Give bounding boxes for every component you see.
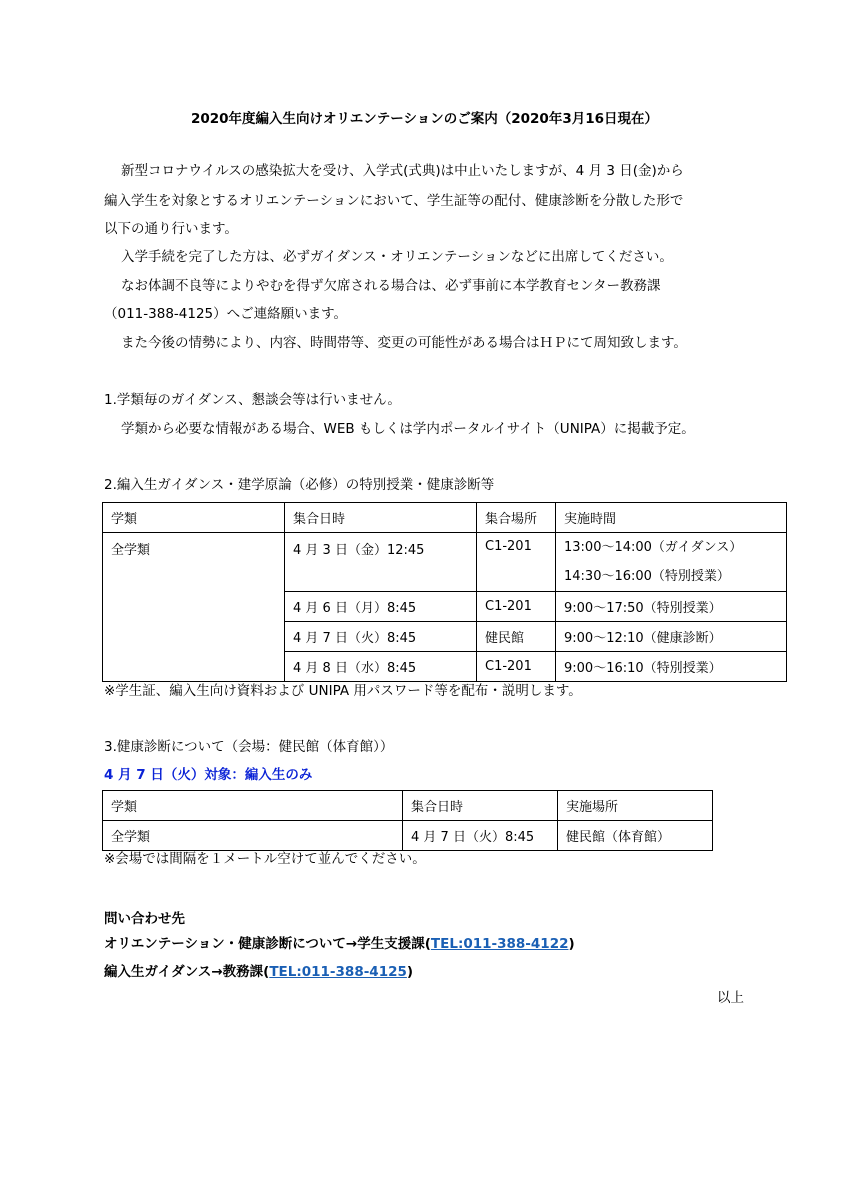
section3-subheading: 4 月 7 日（火）対象：編入生のみ (104, 767, 313, 783)
contact-line1-close: ) (568, 936, 575, 952)
table-header-row (103, 503, 787, 533)
datetime-cell: 4 月 7 日（火）8:45 (403, 821, 558, 851)
datetime-cell: 4 月 7 日（火）8:45 (285, 622, 477, 652)
academic-affairs-phone-link[interactable]: TEL:011-388-4125 (269, 964, 407, 980)
contact-heading: 問い合わせ先 (104, 911, 185, 927)
group-cell: 全学類 (103, 821, 403, 851)
contact-line2-close: ) (406, 964, 414, 980)
header-cell: 学類 (103, 503, 285, 533)
section1-heading: 1.学類毎のガイダンス、懇談会等は行いません。 (104, 392, 401, 408)
table-row (103, 533, 787, 592)
place-cell: C1-201 (477, 652, 556, 682)
place-cell: 健民館（体育館） (558, 821, 713, 851)
intro-line-5: なお体調不良等によりやむを得ず欠席される場合は、必ず事前に本学教育センター教務課 (121, 278, 661, 294)
contact-line-orientation (104, 936, 575, 952)
table-header-row (103, 791, 713, 821)
datetime-cell: 4 月 8 日（水）8:45 (285, 652, 477, 682)
datetime-cell: 4 月 3 日（金）12:45 (285, 533, 477, 592)
place-cell: C1-201 (477, 592, 556, 622)
contact-line2-text: 編入生ガイダンス→教務課( (104, 964, 270, 980)
header-cell: 集合日時 (285, 503, 477, 533)
header-cell: 学類 (103, 791, 403, 821)
page-title: 2020年度編入生向けオリエンテーションのご案内（2020年3月16日現在） (190, 111, 658, 127)
time-cell: 9:00～16:10（特別授業） (556, 652, 787, 682)
header-cell: 集合場所 (477, 503, 556, 533)
datetime-cell: 4 月 6 日（月）8:45 (285, 592, 477, 622)
place-cell: 健民館 (477, 622, 556, 652)
section1-body: 学類から必要な情報がある場合、WEB もしくは学内ポータルイサイト（UNIPA）に掲載予定。 (121, 421, 695, 437)
intro-line-4: 入学手続を完了した方は、必ずガイダンス・オリエンテーションなどに出席してください。 (121, 249, 673, 265)
section2-heading: 2.編入生ガイダンス・建学原論（必修）の特別授業・健康診断等 (104, 477, 495, 493)
header-cell: 集合日時 (403, 791, 558, 821)
header-cell: 実施時間 (556, 503, 787, 533)
section2-note: ※学生証、編入生向け資料および UNIPA 用パスワード等を配布・説明します。 (104, 683, 582, 699)
time-cell: 9:00～17:50（特別授業） (556, 592, 787, 622)
health-check-table (102, 790, 713, 851)
group-cell: 全学類 (103, 533, 285, 682)
contact-line-guidance (104, 964, 413, 980)
contact-line1-text: オリエンテーション・健康診断について→学生支援課( (104, 936, 431, 952)
time-cell (556, 533, 787, 592)
student-support-phone-link[interactable]: TEL:011-388-4122 (430, 936, 569, 952)
intro-line-3: 以下の通り行います。 (104, 221, 238, 237)
table-row (103, 821, 713, 851)
intro-line-1: 新型コロナウイルスの感染拡大を受け、入学式(式典)は中止いたしますが、4 月 3 日(金)から (121, 163, 684, 179)
schedule-table (102, 502, 787, 682)
section3-note: ※会場では間隔を１メートル空けて並んでください。 (104, 851, 426, 867)
intro-line-6: （011-388-4125）へご連絡願います。 (104, 306, 348, 322)
place-cell: C1-201 (477, 533, 556, 592)
header-cell: 実施場所 (558, 791, 713, 821)
time-cell: 9:00～12:10（健康診断） (556, 622, 787, 652)
intro-line-2: 編入学生を対象とするオリエンテーションにおいて、学生証等の配付、健康診断を分散した形で (104, 193, 684, 209)
closing-mark: 以上 (717, 990, 744, 1006)
time-line-1: 13:00～14:00（ガイダンス） (564, 540, 743, 555)
section3-heading: 3.健康診断について（会場：健民館（体育館）） (104, 739, 394, 755)
time-line-2: 14:30～16:00（特別授業） (564, 569, 730, 584)
intro-line-7: また今後の情勢により、内容、時間帯等、変更の可能性がある場合はＨＰにて周知致します。 (121, 335, 687, 351)
